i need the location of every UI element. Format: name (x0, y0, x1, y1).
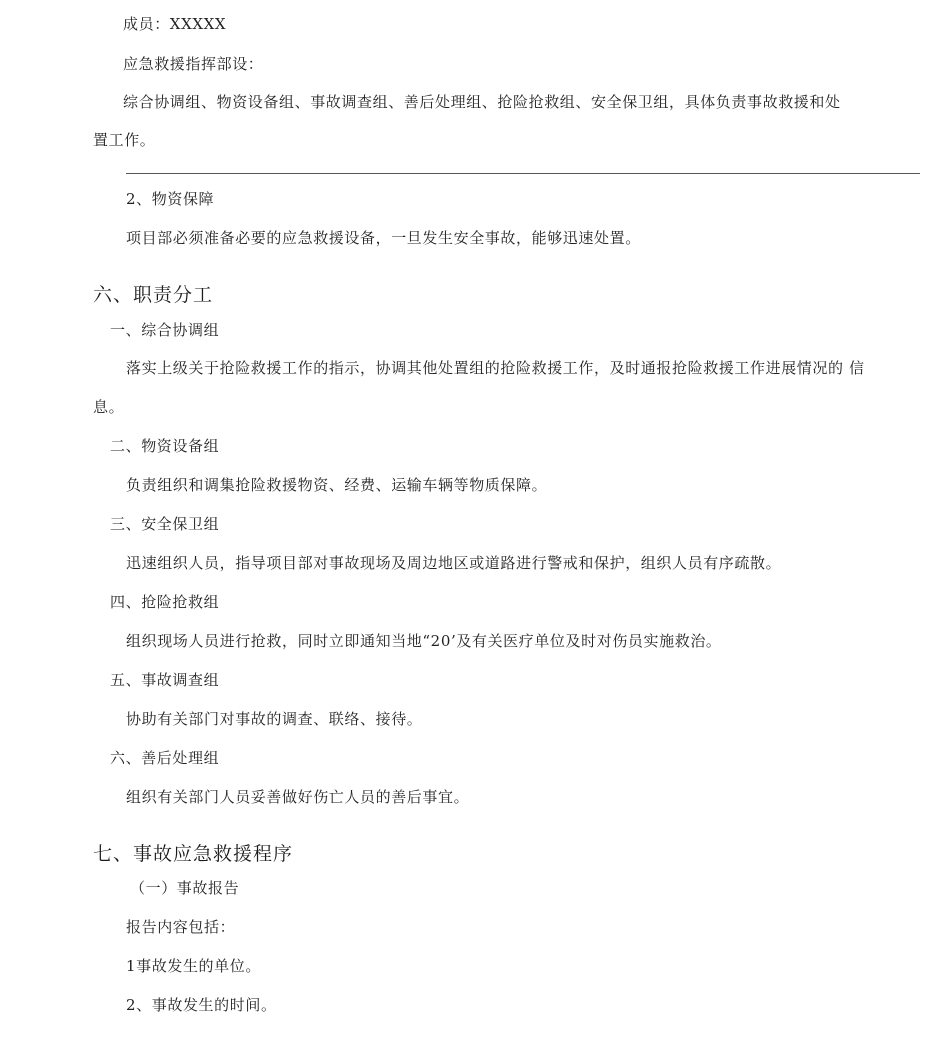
materials-text: 项目部必须准备必要的应急救援设备，一旦发生安全事故，能够迅速处置。 (126, 229, 641, 247)
horizontal-divider (126, 173, 920, 174)
group-6-text: 组织有关部门人员妥善做好伤亡人员的善后事宜。 (126, 788, 470, 806)
command-setup-text-line-1: 综合协调组、物资设备组、事故调查组、善后处理组、抢险抢救组、安全保卫组，具体负责事故救援和处 (123, 93, 841, 111)
materials-heading: 2、物资保障 (126, 190, 215, 208)
group-1-text-line-2: 息。 (93, 398, 125, 416)
group-4-text: 组织现场人员进行抢救，同时立即通知当地“20’及有关医疗单位及时对伤员实施救治。 (126, 632, 722, 650)
group-5-text: 协助有关部门对事故的调查、联络、接待。 (126, 710, 423, 728)
report-item-1: 1事故发生的单位。 (126, 957, 261, 975)
section-6-title: 六、职责分工 (93, 284, 214, 306)
group-5-title: 五、事故调查组 (110, 671, 220, 689)
group-3-text: 迅速组织人员，指导项目部对事故现场及周边地区或道路进行警戒和保护，组织人员有序疏散。 (126, 554, 782, 572)
report-item-2: 2、事故发生的时间。 (126, 996, 277, 1014)
members-line: 成员：XXXXX (123, 15, 227, 33)
command-setup-label: 应急救援指挥部设： (123, 55, 264, 73)
group-1-title: 一、综合协调组 (110, 321, 220, 339)
group-6-title: 六、善后处理组 (110, 749, 220, 767)
report-intro: 报告内容包括： (126, 918, 236, 936)
group-4-title: 四、抢险抢救组 (110, 593, 220, 611)
command-setup-text-line-2: 置工作。 (93, 131, 156, 149)
report-subtitle: （一）事故报告 (130, 879, 240, 897)
group-3-title: 三、安全保卫组 (110, 515, 220, 533)
group-2-title: 二、物资设备组 (110, 437, 220, 455)
group-1-text-line-1: 落实上级关于抢险救援工作的指示，协调其他处置组的抢险救援工作，及时通报抢险救援工作进展情况的 信 (126, 359, 865, 377)
group-2-text: 负责组织和调集抢险救援物资、经费、运输车辆等物质保障。 (126, 476, 548, 494)
section-7-title: 七、事故应急救援程序 (93, 843, 294, 865)
